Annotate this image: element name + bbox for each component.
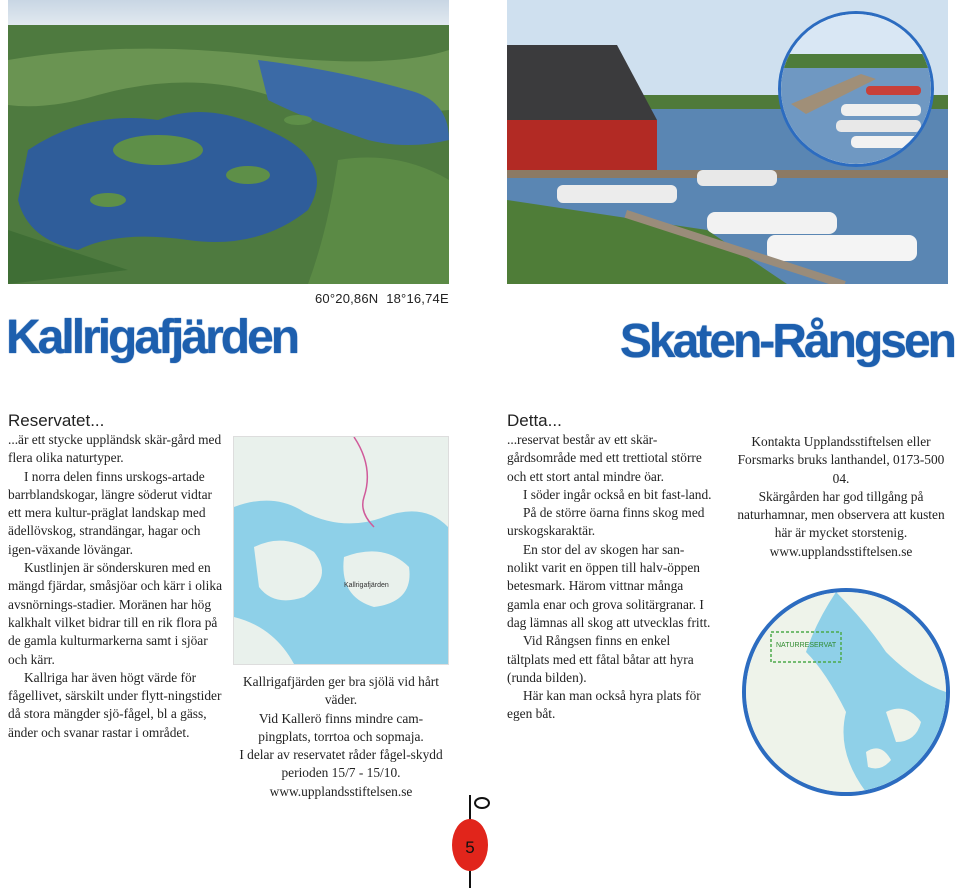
page-number: 5 xyxy=(465,838,475,857)
left-paragraph: Kustlinjen är sönderskuren med en mängd fjärdar, småsjöar och kärr i olika avsnörnings-stadier. Moränen har hög kalkhalt vilket bidrar till en rik flora på de gamla kulturmarkerna samt i sjöar och kärr. xyxy=(8,560,223,667)
right-body xyxy=(507,431,713,724)
middle-paragraph: Kallrigafjärden ger bra sjölä vid hårt väder. xyxy=(243,674,439,708)
left-map xyxy=(233,436,449,665)
contact-paragraph: Kontakta Upplandsstiftelsen eller Forsmarks bruks lanthandel, 0173-500 04. xyxy=(737,434,945,486)
left-title: Kallrigafjärden xyxy=(6,311,298,364)
contact-paragraph: Skärgården har god tillgång på naturhamnar, men observera att kusten här är mycket storstenig. xyxy=(737,488,945,541)
left-body xyxy=(8,431,226,742)
middle-link[interactable]: www.upplandsstiftelsen.se xyxy=(269,783,413,799)
page-number-buoy xyxy=(440,795,500,888)
right-paragraph: Vid Rångsen finns en enkel tältplats med ett fåtal båtar att hyra (runda bilden). xyxy=(507,633,694,685)
left-paragraph: ...är ett stycke uppländsk skär-gård med flera olika naturtyper. xyxy=(8,432,222,466)
left-heading: Reservatet... xyxy=(8,411,105,430)
contact-box xyxy=(730,433,952,561)
right-paragraph: ...reservat består av ett skär-gårdsområde med ett trettiotal större och ett stort antal mindre öar. xyxy=(507,432,702,484)
right-heading: Detta... xyxy=(507,411,562,430)
middle-paragraph: Vid Kallerö finns mindre cam-pingplats, torrtoa och sopmaja. xyxy=(258,710,424,744)
aerial-photo xyxy=(8,0,449,284)
middle-body xyxy=(234,673,448,801)
left-paragraph: Kallriga har även högt värde för fågellivet, särskilt under flytt-ningstider då stora mängder sjö-fågel, bl a gäss, änder och svanar rastar i området. xyxy=(8,669,222,740)
right-paragraph: Här kan man också hyra plats för egen båt. xyxy=(507,688,701,722)
inset-photo-circle xyxy=(778,11,934,167)
middle-paragraph: I delar av reservatet råder fågel-skydd perioden 15/7 - 15/10. xyxy=(239,747,443,781)
right-paragraph: I söder ingår också en bit fast-land. xyxy=(523,486,712,502)
map-zone-label: NATURRESERVAT xyxy=(776,642,837,649)
right-paragraph: En stor del av skogen har san-nolikt varit en öppen till halv-öppen betesmark. Härom vittnar många gamla enar och grova solitärgranar. I dag lämnas all skog att utvecklas fritt. xyxy=(507,541,711,630)
right-map-circle xyxy=(742,588,950,796)
left-paragraph: I norra delen finns urskogs-artade barrblandskogar, längre söderut vidtar ett mera kultur-präglat landskap med ädellövskog, strandängar, hagar och igen-växande lövängar. xyxy=(8,468,212,557)
right-title: Skaten-Rångsen xyxy=(619,315,954,368)
right-paragraph: På de större öarna finns skog med urskogskaraktär. xyxy=(507,505,705,539)
coordinates: 60°20,86N 18°16,74E xyxy=(315,291,449,306)
contact-link[interactable]: www.upplandsstiftelsen.se xyxy=(769,543,913,559)
map-place-label: Kallrigafjärden xyxy=(344,582,389,589)
